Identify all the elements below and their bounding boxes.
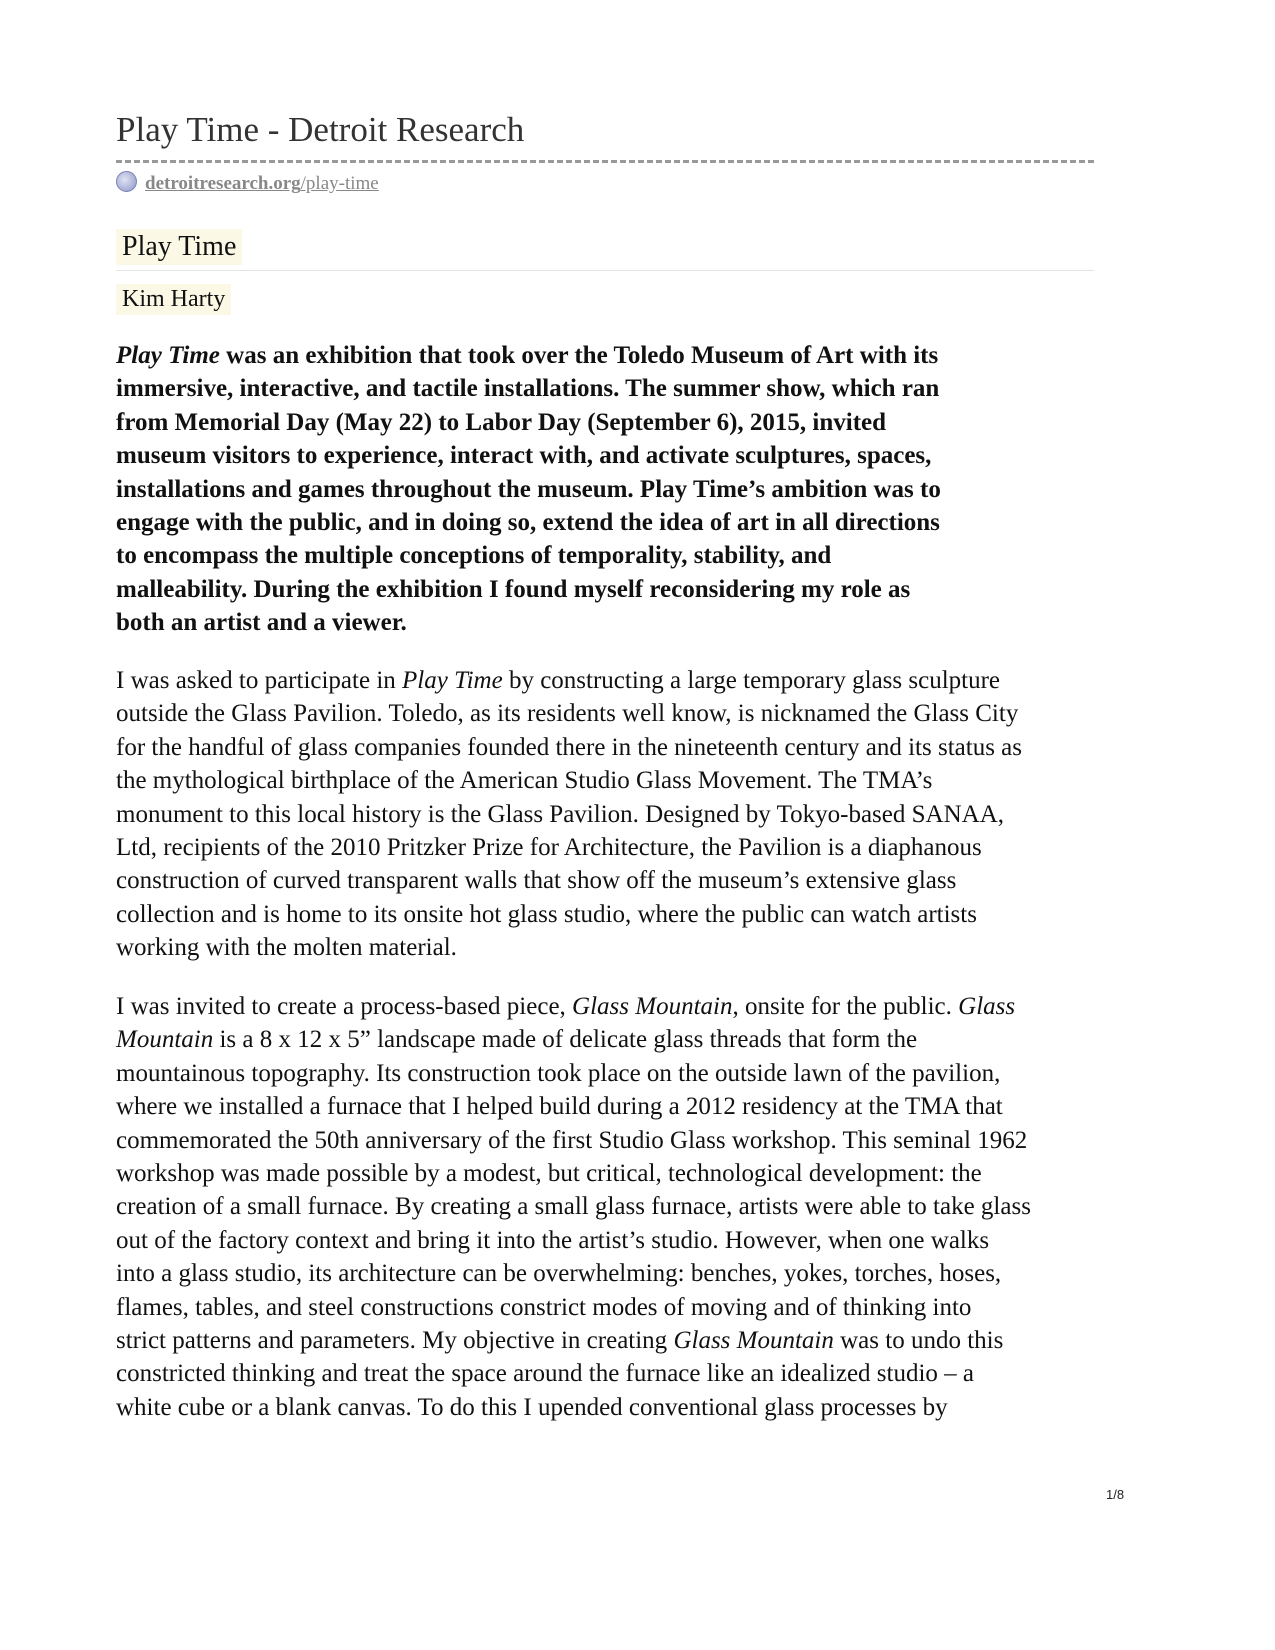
italic-title: Glass Mountain — [673, 1327, 834, 1355]
italic-title: Mountain — [116, 1026, 214, 1054]
body-paragraph — [116, 990, 1094, 1424]
intro-paragraph — [116, 339, 1094, 640]
text-run: for the handful of glass companies founded there in the nineteenth century and its status as — [116, 733, 1022, 761]
text-line — [116, 606, 1094, 639]
text-run: immersive, interactive, and tactile installations. The summer show, which ran — [116, 375, 940, 403]
text-run: installations and games throughout the museum. Play Time’s ambition was to — [116, 475, 941, 503]
article-author: Kim Harty — [116, 284, 231, 315]
text-line — [116, 764, 1094, 797]
url-domain: detroitresearch.org — [145, 173, 301, 194]
text-line — [116, 539, 1094, 572]
text-run: I was asked to participate in — [116, 667, 403, 694]
text-line — [116, 1257, 1094, 1290]
italic-title: Glass — [958, 993, 1016, 1020]
text-run: was to undo this — [833, 1327, 1004, 1355]
text-run: strict patterns and parameters. My objective in creating — [116, 1327, 674, 1355]
text-line — [116, 339, 1094, 372]
text-line — [116, 1124, 1094, 1157]
text-run: , onsite for the public. — [732, 993, 959, 1020]
text-run: by constructing a large temporary glass sculpture — [502, 667, 1001, 694]
text-run: workshop was made possible by a modest, but critical, technological development: the — [116, 1160, 982, 1188]
globe-icon — [116, 171, 137, 192]
italic-title: Play Time — [402, 667, 503, 694]
text-line — [116, 898, 1094, 931]
text-run: museum visitors to experience, interact with, and activate sculptures, spaces, — [116, 442, 932, 470]
text-line — [116, 697, 1094, 730]
page-title: Play Time - Detroit Research — [116, 110, 525, 149]
text-run: working with the molten material. — [116, 934, 457, 962]
text-run: construction of curved transparent walls that show off the museum’s extensive glass — [116, 867, 957, 895]
text-line — [116, 1357, 1094, 1390]
text-line — [116, 406, 1094, 439]
text-line — [116, 1157, 1094, 1190]
text-run: flames, tables, and steel constructions constrict modes of moving and of thinking into — [116, 1293, 972, 1321]
text-run: malleability. During the exhibition I found myself reconsidering my role as — [116, 575, 911, 603]
body-paragraph — [116, 664, 1094, 965]
text-line — [116, 931, 1094, 964]
text-run: is a 8 x 12 x 5” landscape made of delicate glass threads that form the — [213, 1026, 918, 1054]
url-path: /play-time — [300, 173, 379, 194]
text-line — [116, 864, 1094, 897]
text-run: engage with the public, and in doing so, extend the idea of art in all directions — [116, 509, 940, 537]
text-line — [116, 473, 1094, 506]
text-line — [116, 831, 1094, 864]
title-divider — [116, 160, 1094, 163]
text-run: white cube or a blank canvas. To do this I upended conventional glass processes by — [116, 1393, 948, 1421]
text-run: where we installed a furnace that I helped build during a 2012 residency at the TMA that — [116, 1093, 1003, 1121]
text-line — [116, 506, 1094, 539]
text-line — [116, 372, 1094, 405]
text-line — [116, 1023, 1094, 1056]
text-line — [116, 731, 1094, 764]
text-run: mountainous topography. Its construction took place on the outside lawn of the pavilion, — [116, 1059, 1001, 1087]
text-run: into a glass studio, its architecture can be overwhelming: benches, yokes, torches, hoses, — [116, 1260, 1002, 1288]
text-line — [116, 664, 1094, 697]
text-run: creation of a small furnace. By creating a small glass furnace, artists were able to take glass — [116, 1193, 1031, 1221]
text-run: commemorated the 50th anniversary of the first Studio Glass workshop. This seminal 1962 — [116, 1126, 1028, 1154]
text-line — [116, 1224, 1094, 1257]
text-line — [116, 990, 1094, 1023]
heading-rule — [116, 270, 1094, 271]
text-line — [116, 1324, 1094, 1357]
text-line — [116, 1057, 1094, 1090]
article-title: Play Time — [116, 229, 242, 265]
text-run: was an exhibition that took over the Toledo Museum of Art with its — [219, 342, 939, 369]
text-line — [116, 439, 1094, 472]
source-link[interactable] — [145, 173, 379, 194]
source-url — [116, 171, 379, 195]
text-line — [116, 798, 1094, 831]
text-run: outside the Glass Pavilion. Toledo, as its residents well know, is nicknamed the Glass City — [116, 700, 1019, 728]
text-run: Ltd, recipients of the 2010 Pritzker Prize for Architecture, the Pavilion is a diaphanous — [116, 834, 982, 862]
italic-title: Play Time — [116, 342, 220, 369]
italic-title: Glass Mountain — [572, 993, 733, 1020]
text-run: out of the factory context and bring it into the artist’s studio. However, when one walks — [116, 1226, 990, 1254]
text-run: I was invited to create a process-based piece, — [116, 993, 573, 1020]
text-run: monument to this local history is the Glass Pavilion. Designed by Tokyo-based SANAA, — [116, 800, 1005, 828]
text-run: the mythological birthplace of the American Studio Glass Movement. The TMA’s — [116, 767, 933, 795]
text-run: to encompass the multiple conceptions of temporality, stability, and — [116, 542, 832, 570]
text-run: from Memorial Day (May 22) to Labor Day (September 6), 2015, invited — [116, 408, 887, 436]
text-line — [116, 1391, 1094, 1424]
text-line — [116, 1190, 1094, 1223]
text-line — [116, 573, 1094, 606]
text-line — [116, 1090, 1094, 1123]
text-run: constricted thinking and treat the space around the furnace like an idealized studio – a — [116, 1360, 975, 1388]
text-run: collection and is home to its onsite hot glass studio, where the public can watch artists — [116, 900, 977, 928]
text-line — [116, 1291, 1094, 1324]
text-run: both an artist and a viewer. — [116, 609, 407, 637]
page-number: 1/8 — [1106, 1487, 1125, 1502]
